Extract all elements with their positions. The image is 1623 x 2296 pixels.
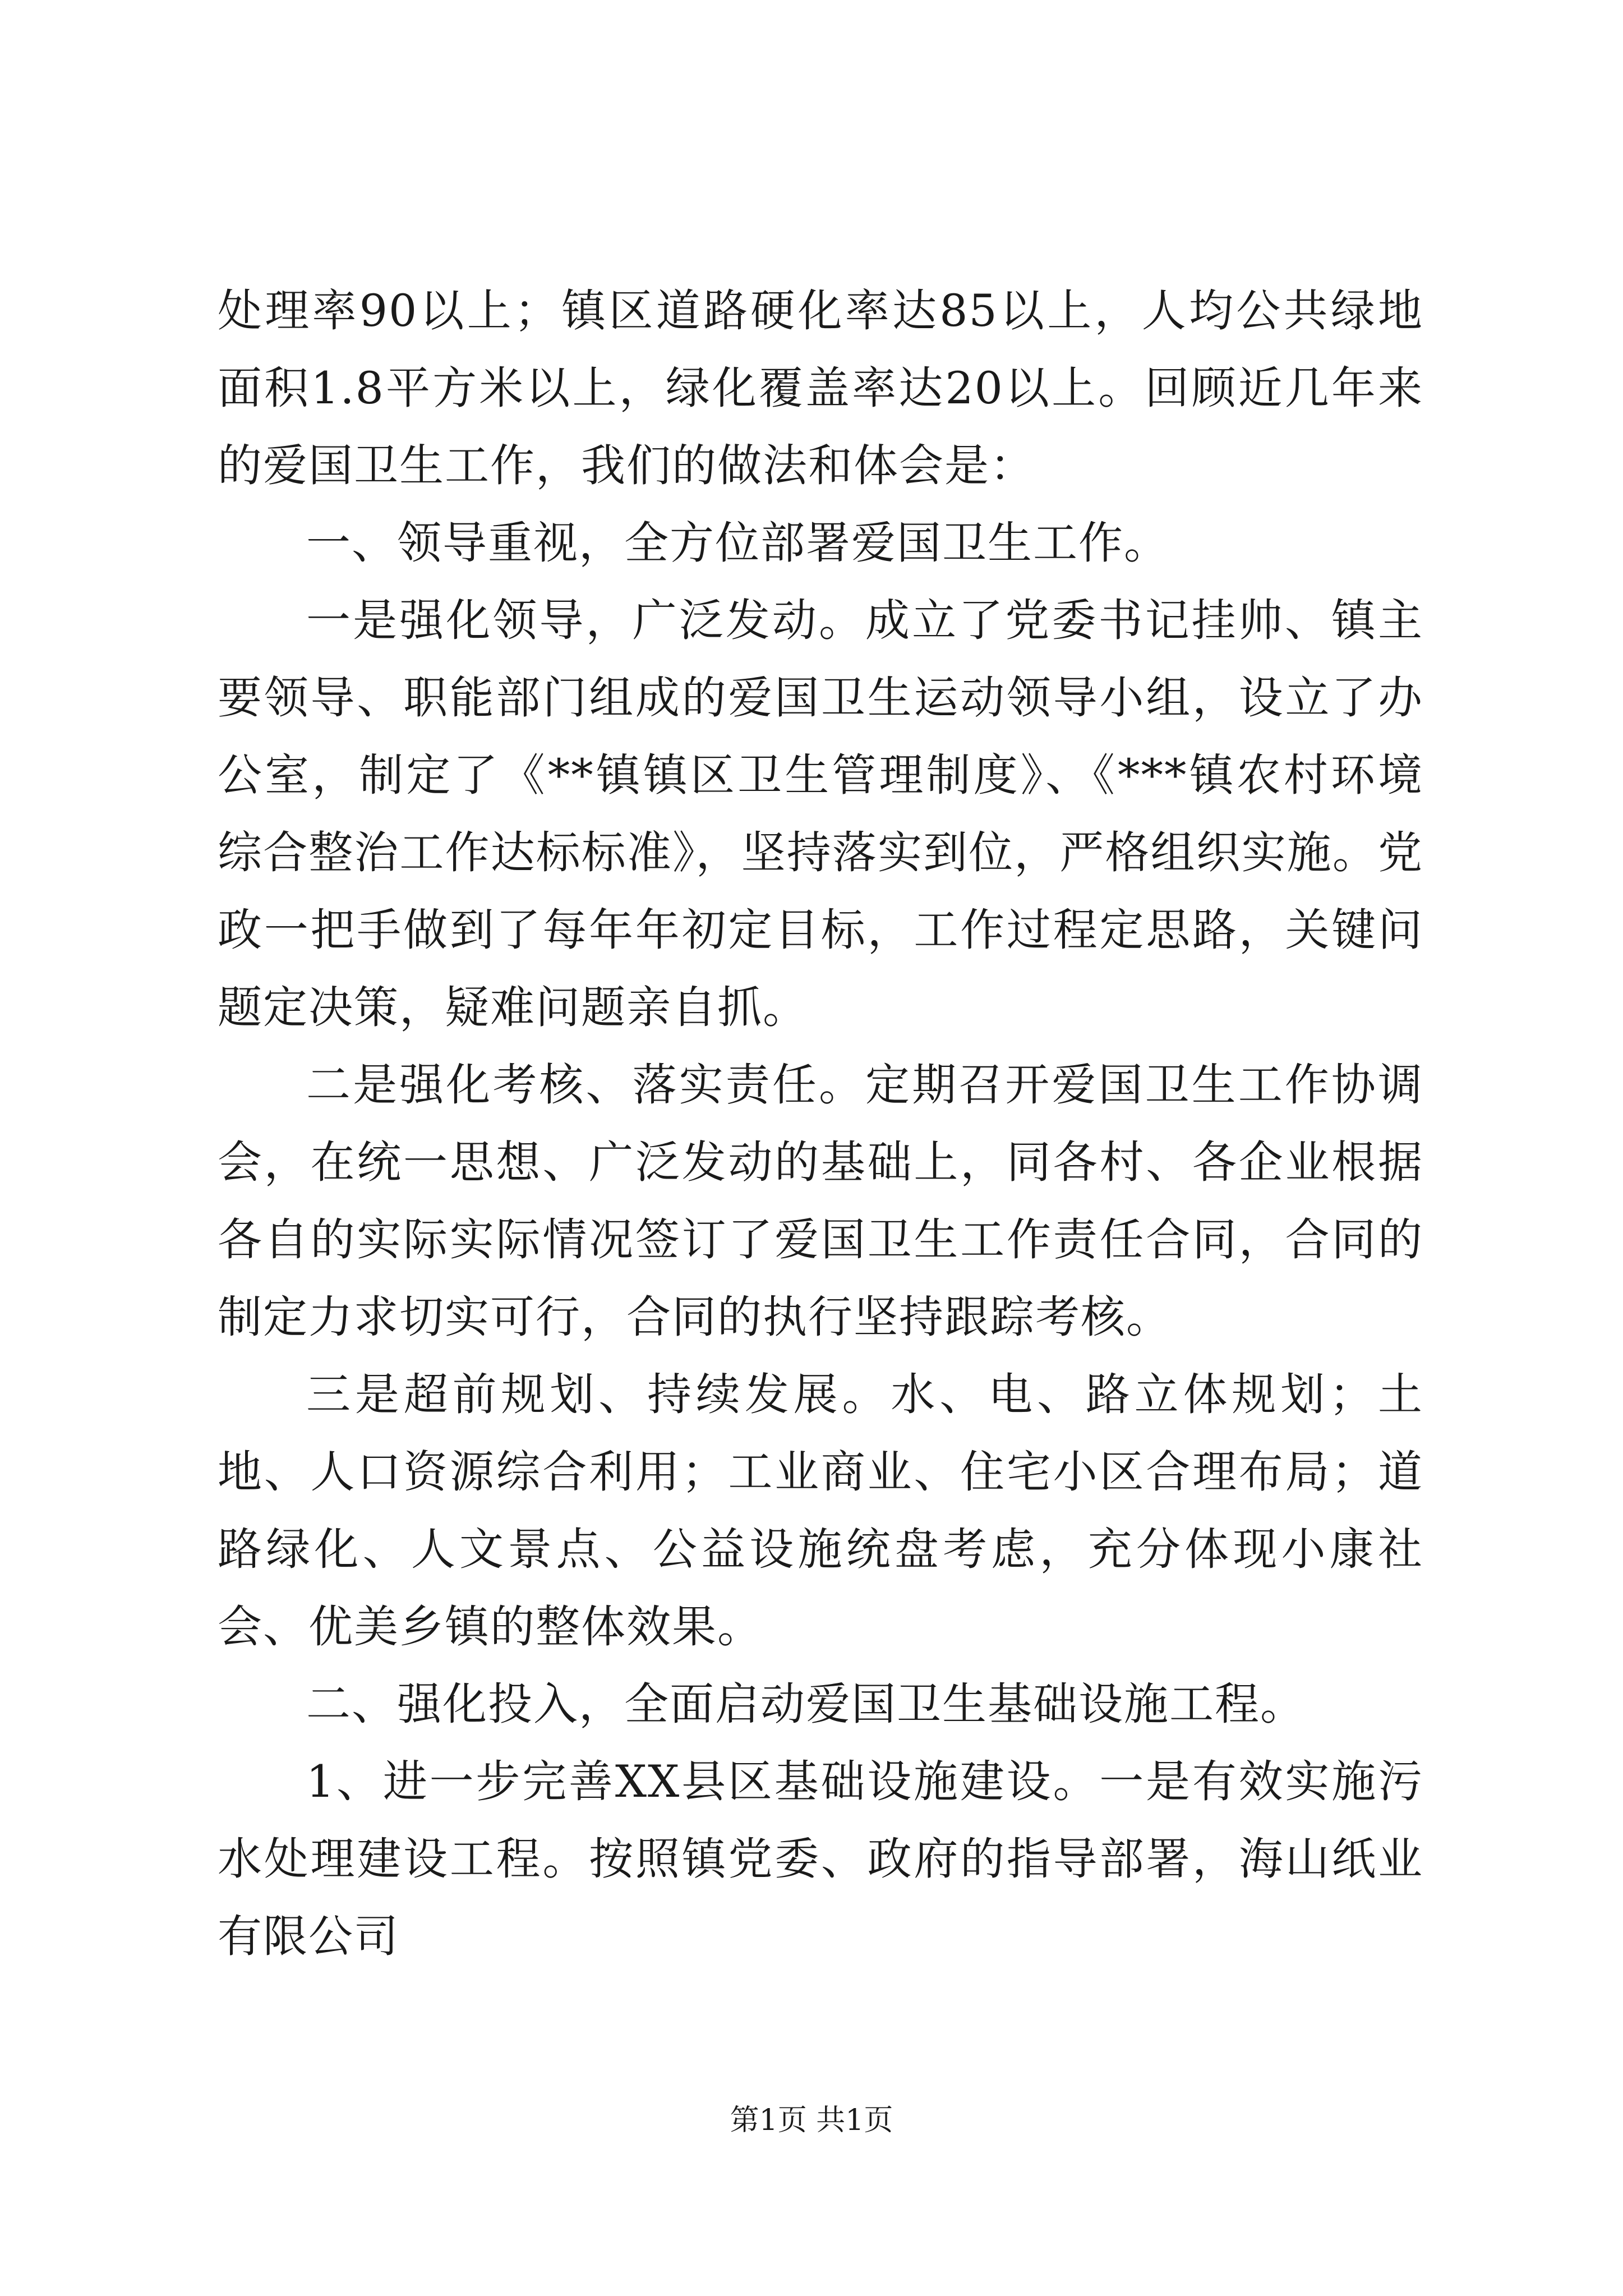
paragraph-point-2: 二是强化考核、落实责任。定期召开爱国卫生工作协调会，在统一思想、广泛发动的基础上，同各村、各企业根据各自的实际实际情况签订了爱国卫生工作责任合同，合同的制定力求切实可行，合同的执行坚持跟踪考核。 <box>218 1059 1423 1343</box>
document-body <box>218 272 1423 1975</box>
section-heading-1: 一、领导重视，全方位部署爱国卫生工作。 <box>306 517 1169 569</box>
paragraph-continued: 处理率90以上；镇区道路硬化率达85以上，人均公共绿地面积1.8平方米以上，绿化覆盖率达20以上。回顾近几年来的爱国卫生工作，我们的做法和体会是： <box>218 285 1423 491</box>
paragraph-point-1: 一是强化领导，广泛发动。成立了党委书记挂帅、镇主要领导、职能部门组成的爱国卫生运动领导小组，设立了办公室，制定了《**镇镇区卫生管理制度》、《***镇农村环境综合整治工作达标标准》，坚持落实到位，严格组织实施。党政一把手做到了每年年初定目标，工作过程定思路，关键问题定决策，疑难问题亲自抓。 <box>218 595 1423 1033</box>
section-heading-2: 二、强化投入，全面启动爱国卫生基础设施工程。 <box>306 1678 1306 1730</box>
paragraph-item-1: 1、进一步完善XX县区基础设施建设。一是有效实施污水处理建设工程。按照镇党委、政府的指导部署，海山纸业有限公司 <box>218 1756 1423 1962</box>
paragraph-point-3: 三是超前规划、持续发展。水、电、路立体规划；土地、人口资源综合利用；工业商业、住宅小区合理布局；道路绿化、人文景点、公益设施统盘考虑，充分体现小康社会、优美乡镇的整体效果。 <box>218 1369 1423 1653</box>
page-number-footer: 第1页 共1页 <box>730 2104 893 2137</box>
